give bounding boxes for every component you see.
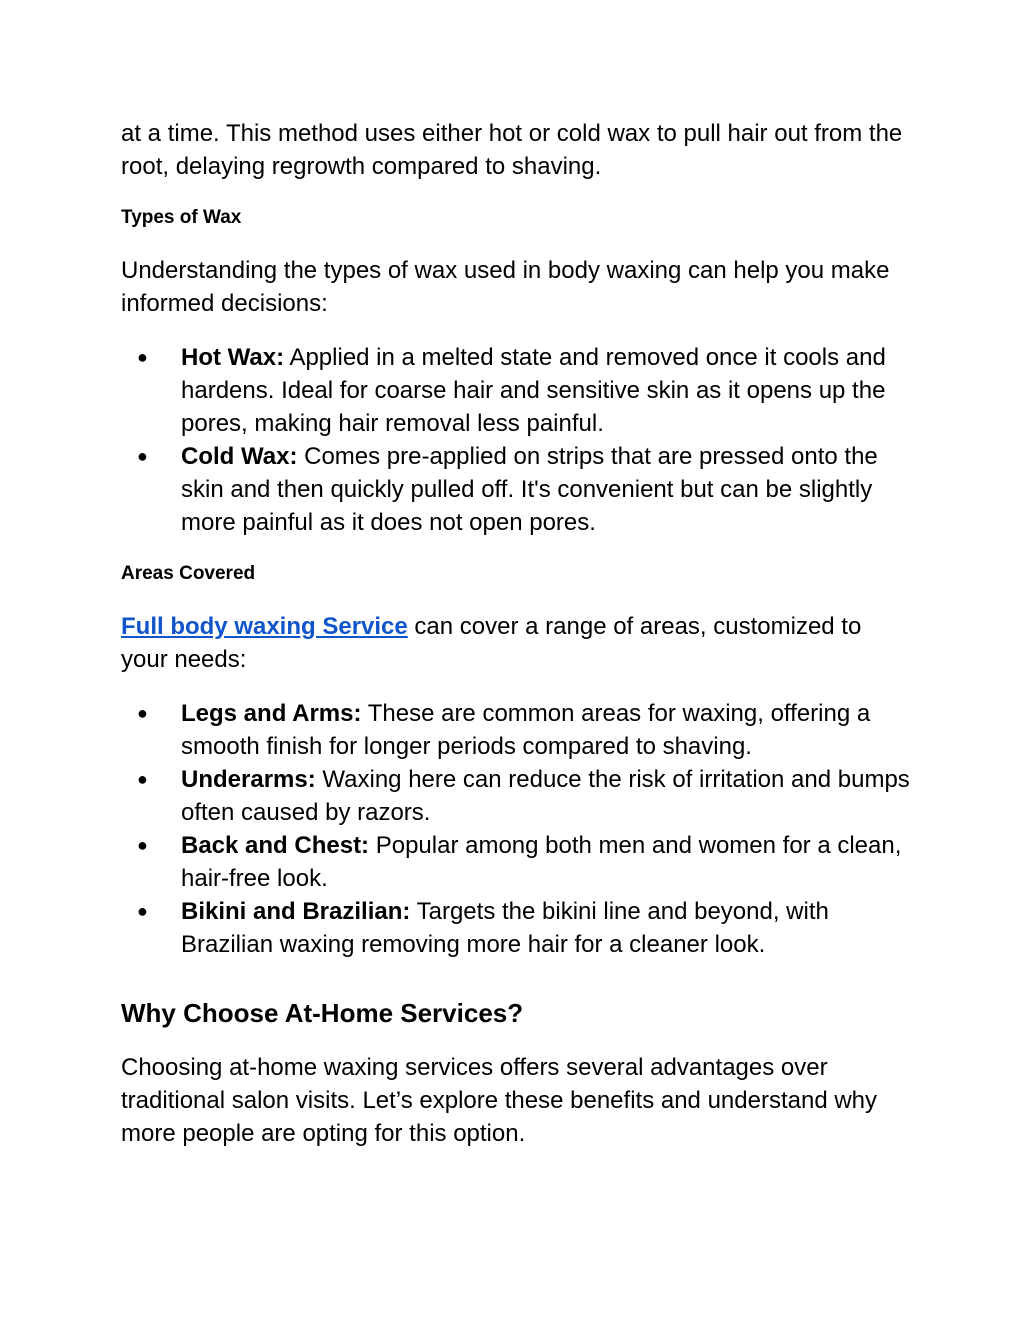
list-item-text: Applied in a melted state and removed once it cools and hardens. Ideal for coarse hair and sensitive skin as it opens up the pores, making hair removal less painful. xyxy=(181,344,886,437)
list-item-term: Hot Wax: xyxy=(181,344,285,371)
bullet-icon: ● xyxy=(137,835,148,855)
list-item xyxy=(137,440,911,539)
intro-paragraph: at a time. This method uses either hot or cold wax to pull hair out from the root, delaying regrowth compared to shaving. xyxy=(121,120,903,180)
list-item-text: Comes pre-applied on strips that are pressed onto the skin and then quickly pulled off. It's convenient but can be slightly more painful as it does not open pores. xyxy=(181,443,878,536)
areas-list xyxy=(121,697,911,961)
list-item-text: These are common areas for waxing, offering a smooth finish for longer periods compared to shaving. xyxy=(181,700,871,760)
list-item-text: Targets the bikini line and beyond, with Brazilian waxing removing more hair for a cleaner look. xyxy=(181,898,829,958)
list-item-term: Back and Chest: xyxy=(181,832,370,859)
list-item-term: Cold Wax: xyxy=(181,443,298,470)
list-item-term: Bikini and Brazilian: xyxy=(181,898,411,925)
list-item-text: Waxing here can reduce the risk of irritation and bumps often caused by razors. xyxy=(181,766,910,826)
bullet-icon: ● xyxy=(137,769,148,789)
list-item-term: Legs and Arms: xyxy=(181,700,362,727)
document-page xyxy=(121,117,911,1150)
full-body-waxing-link[interactable]: Full body waxing Service xyxy=(121,613,408,640)
areas-covered-paragraph-text: can cover a range of areas, customized to your needs: xyxy=(121,613,862,673)
types-of-wax-heading: Types of Wax xyxy=(121,207,242,228)
list-item xyxy=(137,895,911,961)
list-item xyxy=(137,829,911,895)
bullet-icon: ● xyxy=(137,703,148,723)
types-of-wax-paragraph: Understanding the types of wax used in body waxing can help you make informed decisions: xyxy=(121,257,890,317)
list-item-text: Popular among both men and women for a clean, hair-free look. xyxy=(181,832,902,892)
list-item xyxy=(137,341,911,440)
bullet-icon: ● xyxy=(137,446,148,466)
why-choose-paragraph: Choosing at-home waxing services offers several advantages over traditional salon visits. Let’s explore these benefits and understand why more people are opting for this option. xyxy=(121,1054,878,1147)
areas-covered-paragraph xyxy=(121,610,911,676)
bullet-icon: ● xyxy=(137,901,148,921)
bullet-icon: ● xyxy=(137,347,148,367)
wax-types-list xyxy=(121,341,911,539)
why-choose-heading: Why Choose At-Home Services? xyxy=(121,998,524,1028)
list-item-term: Underarms: xyxy=(181,766,316,793)
list-item xyxy=(137,763,911,829)
list-item xyxy=(137,697,911,763)
areas-covered-heading: Areas Covered xyxy=(121,563,256,584)
